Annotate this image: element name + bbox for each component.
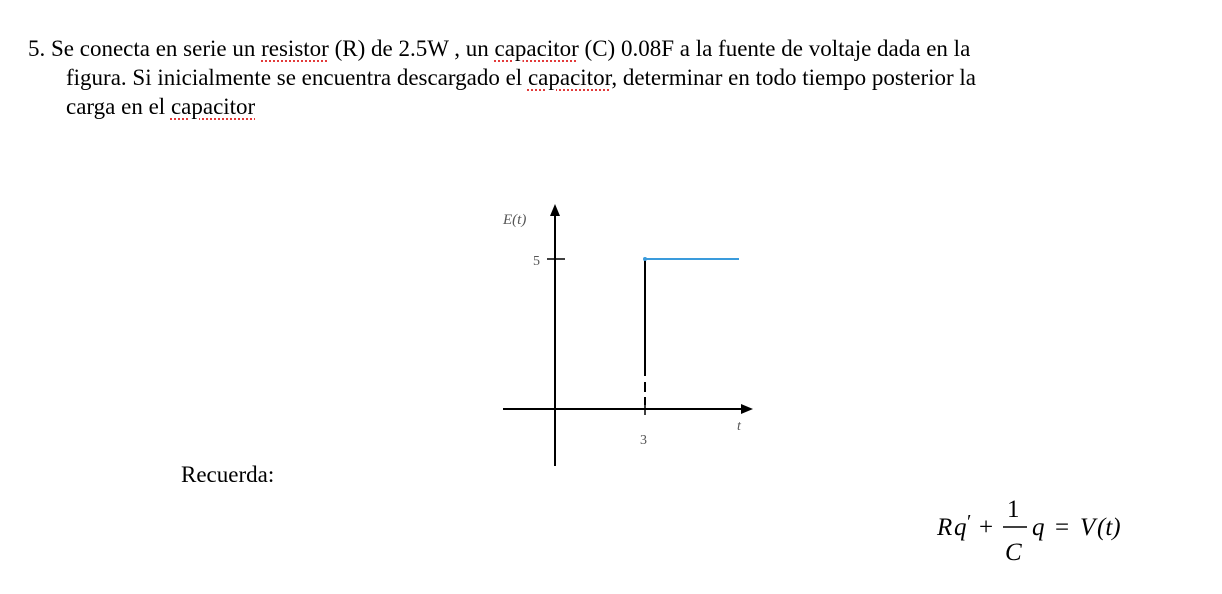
problem-text: (R) de 2.5W , un xyxy=(328,36,495,61)
formula-prime: ′ xyxy=(967,511,972,533)
voltage-step-graph xyxy=(495,200,775,480)
y-tick-label: 5 xyxy=(533,254,540,269)
spellcheck-word-capacitor[interactable]: capacitor xyxy=(170,94,256,119)
problem-line-1 xyxy=(28,34,1198,63)
x-tick-label: 3 xyxy=(640,433,647,448)
problem-text: carga en el xyxy=(66,94,171,119)
problem-statement xyxy=(28,34,1198,121)
rc-circuit-formula xyxy=(935,497,1195,577)
problem-text: , determinar en todo tiempo posterior la xyxy=(611,65,977,90)
x-axis-arrow-icon xyxy=(741,404,753,414)
y-axis-arrow-icon xyxy=(550,204,560,216)
formula-equals: = xyxy=(1055,514,1070,541)
formula-R: R xyxy=(937,514,953,541)
spellcheck-word-capacitor[interactable]: capacitor xyxy=(527,65,612,90)
formula-V: V xyxy=(1080,514,1096,541)
spellcheck-word-resistor[interactable]: resistor xyxy=(261,36,329,61)
formula-q-prime: q xyxy=(954,514,967,541)
problem-number: 5. xyxy=(28,36,46,61)
formula-denominator: C xyxy=(1005,539,1022,566)
problem-text: Se conecta en serie un xyxy=(51,36,262,61)
spellcheck-word-capacitor[interactable]: capacitor xyxy=(494,36,579,61)
series-start-point xyxy=(643,257,647,261)
problem-text: figura. Si inicialmente se encuentra descargado el xyxy=(66,65,528,90)
formula-q: q xyxy=(1032,514,1045,541)
formula-numerator: 1 xyxy=(1007,497,1020,523)
formula-t-arg: (t) xyxy=(1097,514,1121,541)
y-axis-label: E(t) xyxy=(503,212,527,228)
problem-line-2 xyxy=(28,63,1198,92)
problem-text: (C) 0.08F a la fuente de voltaje dada en la xyxy=(578,36,971,61)
problem-line-3 xyxy=(28,92,1198,121)
x-axis-label: t xyxy=(737,419,741,434)
formula-plus: + xyxy=(979,514,994,541)
recuerda-label: Recuerda: xyxy=(181,462,275,487)
